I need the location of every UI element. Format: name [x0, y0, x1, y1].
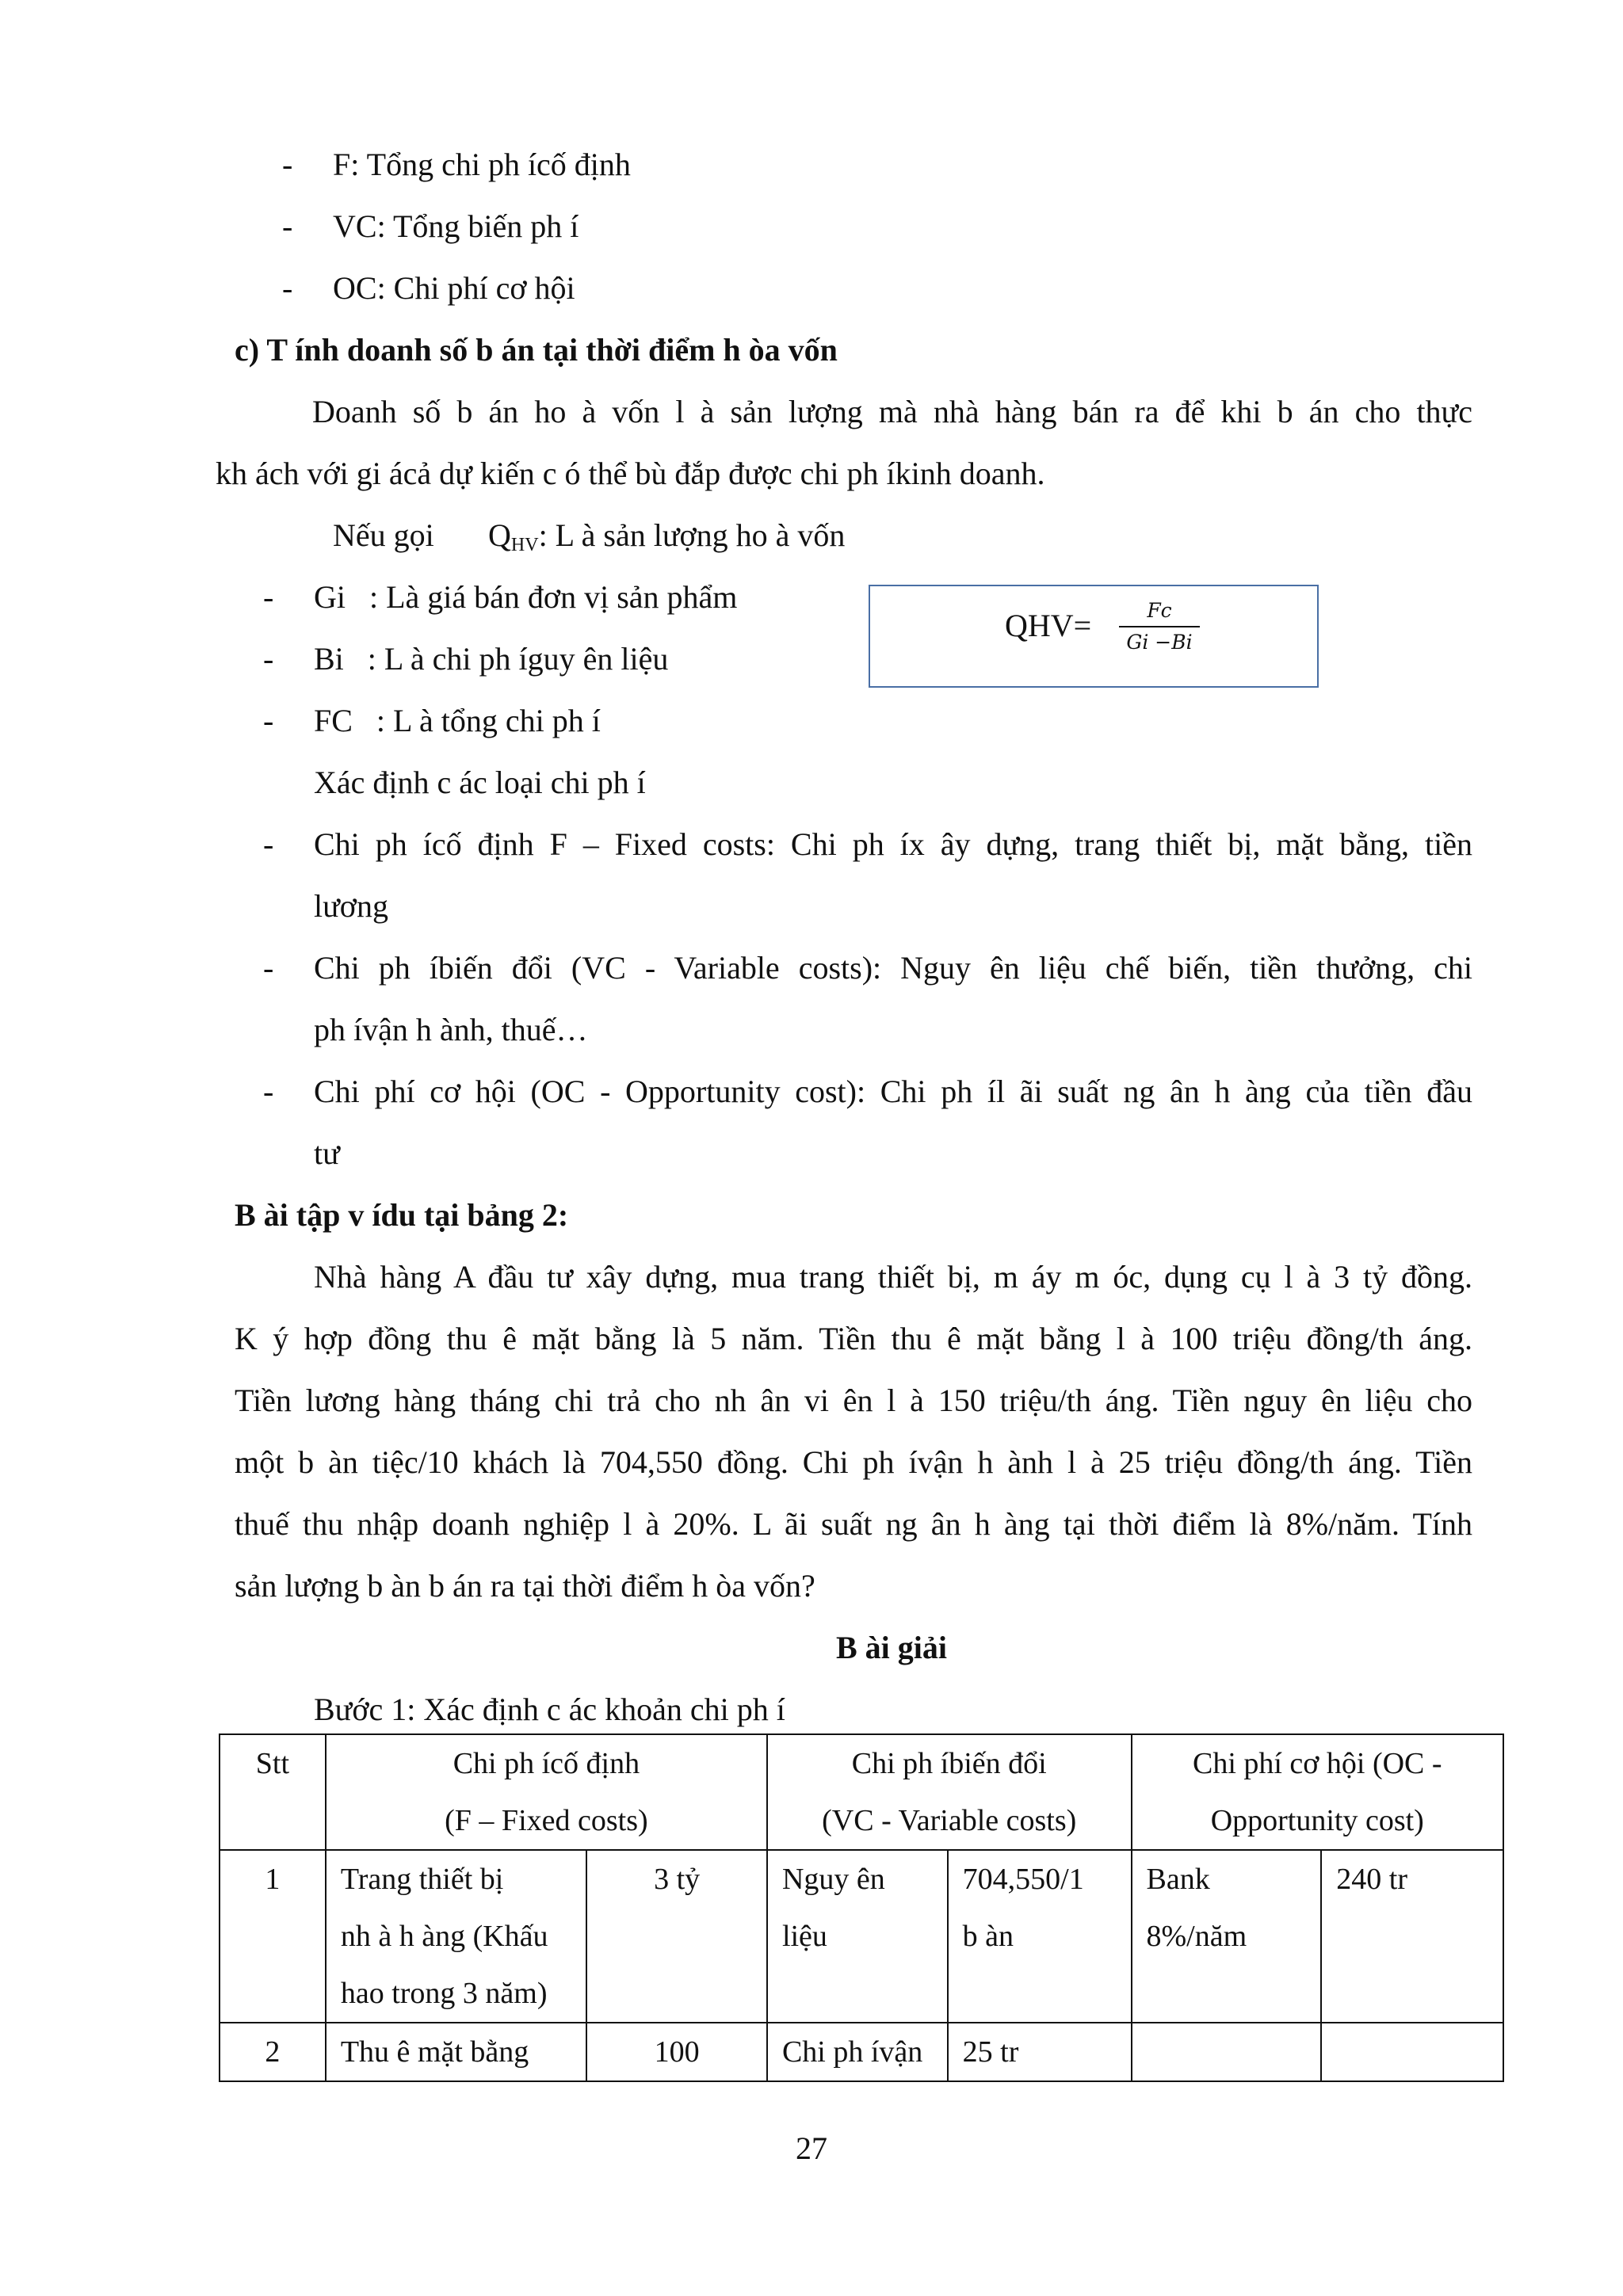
var-bi: Bi : L à chi ph íguy ên liệu	[314, 641, 669, 677]
cost-type-fixed-cont: lương	[314, 888, 388, 924]
exercise-line: thuế thu nhập doanh nghiệp l à 20%. L ãi suất ng ân h àng tại thời điểm là 8%/năm. Tính	[235, 1506, 1472, 1542]
cost-type-fixed: Chi ph ícố định F – Fixed costs: Chi ph íx ây dựng, trang thiết bị, mặt bằng, tiền	[314, 826, 1472, 862]
list-item-variable-total: VC: Tổng biến ph í	[333, 208, 579, 244]
exercise-line: Tiền lương hàng tháng chi trả cho nh ân vi ên l à 150 triệu/th áng. Tiền nguy ên liệu cho	[235, 1383, 1472, 1418]
cell-variable-item: Nguy ên liệu	[767, 1850, 948, 2023]
list-dash: -	[263, 579, 274, 615]
formula-box	[869, 585, 1319, 688]
list-dash: -	[263, 826, 274, 862]
exercise-heading: B ài tập v ídu tại bảng 2:	[235, 1197, 569, 1233]
exercise-line: Nhà hàng A đầu tư xây dựng, mua trang thiết bị, m áy m óc, dụng cụ l à 3 tỷ đồng.	[314, 1259, 1472, 1295]
list-dash: -	[263, 703, 274, 738]
paragraph-line: Doanh số b án ho à vốn l à sản lượng mà nhà hàng bán ra để khi b án cho thực	[312, 394, 1472, 429]
header-opportunity-cost: Chi phí cơ hội (OC - Opportunity cost)	[1132, 1734, 1503, 1850]
cell-fixed-value: 3 tỷ	[586, 1850, 767, 2023]
header-variable-costs: Chi ph íbiến đổi (VC - Variable costs)	[767, 1734, 1132, 1850]
cell-opportunity-item: Bank 8%/năm	[1132, 1850, 1322, 2023]
exercise-line: một b àn tiệc/10 khách là 704,550 đồng. Chi ph ívận h ành l à 25 triệu đồng/th áng. Tiền	[235, 1444, 1472, 1480]
list-dash: -	[282, 208, 293, 244]
header-fixed-costs: Chi ph ícố định (F – Fixed costs)	[326, 1734, 767, 1850]
cell-variable-item: Chi ph ívận	[767, 2023, 948, 2081]
cost-type-variable-cont: ph ívận h ành, thuế…	[314, 1012, 588, 1047]
cell-fixed-item: Thu ê mặt bằng	[326, 2023, 586, 2081]
formula-lhs: QHV=	[1005, 608, 1092, 643]
exercise-line: sản lượng b àn b án ra tại thời điểm h òa vốn?	[235, 1568, 815, 1604]
list-item-fixed-total: F: Tổng chi ph ícố định	[333, 147, 631, 182]
list-item-opportunity-cost: OC: Chi phí cơ hội	[333, 270, 575, 306]
section-heading: c) T ính doanh số b án tại thời điểm h òa vốn	[235, 332, 838, 368]
cost-type-variable: Chi ph íbiến đổi (VC - Variable costs): Nguy ên liệu chế biến, tiền thưởng, chi	[314, 950, 1472, 986]
formula-fraction	[1116, 597, 1203, 656]
page-number: 27	[796, 2130, 827, 2166]
if-called-label: Nếu gọi	[333, 517, 434, 553]
cell-variable-value: 704,550/1 b àn	[948, 1850, 1132, 2023]
table-header-row	[220, 1734, 1503, 1850]
cell-stt: 2	[220, 2023, 326, 2081]
formula-numerator: Fc	[1147, 599, 1172, 622]
cost-table	[219, 1733, 1504, 2082]
cell-variable-value: 25 tr	[948, 2023, 1132, 2081]
var-gi: Gi : Là giá bán đơn vị sản phẩm	[314, 579, 738, 615]
paragraph-line: kh ách với gi ácả dự kiến c ó thể bù đắp được chi ph íkinh doanh.	[216, 456, 1045, 491]
solution-heading: B ài giải	[835, 1630, 948, 1665]
exercise-line: K ý hợp đồng thu ê mặt bằng là 5 năm. Tiền thu ê mặt bằng l à 100 triệu đồng/th áng.	[235, 1321, 1472, 1356]
var-fc: FC : L à tổng chi ph í	[314, 703, 601, 738]
cell-fixed-item: Trang thiết bị nh à h àng (Khấu hao trong 3 năm)	[326, 1850, 586, 2023]
header-stt: Stt	[220, 1734, 326, 1850]
cell-opportunity-item	[1132, 2023, 1322, 2081]
cell-opportunity-value: 240 tr	[1321, 1850, 1503, 2023]
cost-type-opportunity: Chi phí cơ hội (OC - Opportunity cost): Chi ph íl ãi suất ng ân h àng của tiền đầu	[314, 1074, 1472, 1109]
list-dash: -	[263, 1074, 274, 1109]
table-row	[220, 2023, 1503, 2081]
cell-opportunity-value	[1321, 2023, 1503, 2081]
step-1-label: Bước 1: Xác định c ác khoản chi ph í	[314, 1691, 785, 1727]
cell-fixed-value: 100	[586, 2023, 767, 2081]
table-row	[220, 1850, 1503, 2023]
qhv-definition: $Q_{HV}$: L à sản lượng ho à vốn	[488, 517, 846, 555]
list-dash: -	[263, 950, 274, 986]
list-dash: -	[282, 270, 293, 306]
cost-type-opportunity-cont: tư	[314, 1135, 340, 1171]
list-dash: -	[263, 641, 274, 677]
cell-stt: 1	[220, 1850, 326, 2023]
fraction-bar	[1119, 626, 1200, 627]
list-dash: -	[282, 147, 293, 182]
formula-denominator: Gi −Bi	[1126, 631, 1193, 654]
cost-types-intro: Xác định c ác loại chi ph í	[314, 765, 646, 800]
